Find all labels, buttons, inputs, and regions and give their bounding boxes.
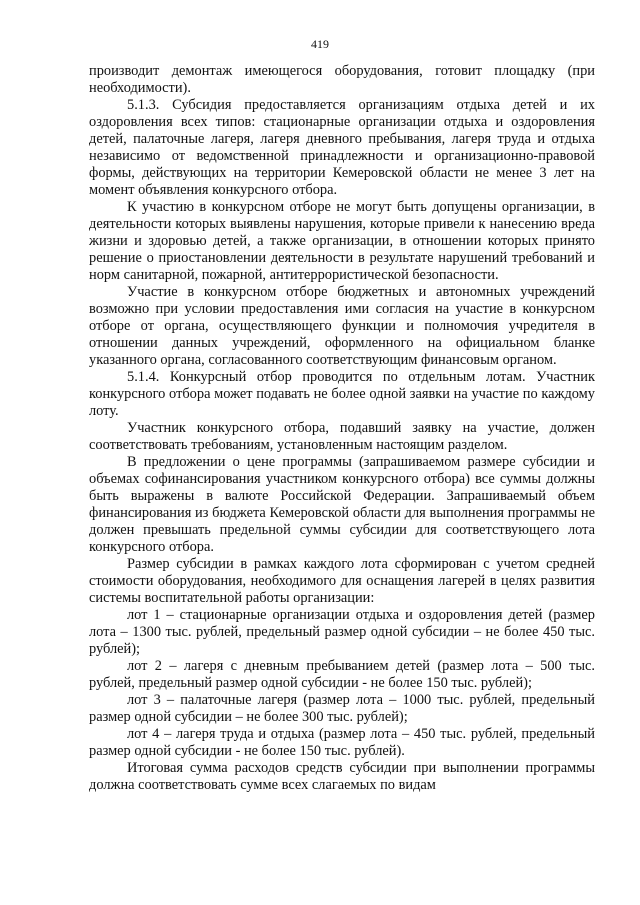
page-number: 419 <box>311 37 329 51</box>
document-body <box>89 63 595 794</box>
paragraph-continuation: производит демонтаж имеющегося оборудования, готовит площадку (при необходимости). <box>89 63 595 96</box>
paragraph-lot-3: лот 3 – палаточные лагеря (размер лота – 1000 тыс. рублей, предельный размер одной субсидии – не более 300 тыс. рублей); <box>89 692 595 725</box>
paragraph-total-expenses: Итоговая сумма расходов средств субсидии при выполнении программы должна соответствовать сумме всех слагаемых по видам <box>89 760 595 793</box>
paragraph-subsidy-size: Размер субсидии в рамках каждого лота сформирован с учетом средней стоимости оборудования, необходимого для оснащения лагерей в целях развития системы воспитательной работы организации: <box>89 556 595 606</box>
paragraph-exclusions: К участию в конкурсном отборе не могут быть допущены организации, в деятельности которых выявлены нарушения, которые привели к нанесению вреда жизни и здоровью детей, а также организации, в отношении которых принято решение о приостановлении деятельности в результате нарушений требований и норм санитарной, пожарной, антитеррористической безопасности. <box>89 199 595 283</box>
paragraph-budget-institutions: Участие в конкурсном отборе бюджетных и автономных учреждений возможно при условии предоставления ими согласия на участие в конкурсном отборе от органа, осуществляющего функции и полномочия учредителя в отношении данных учреждений, оформленного на официальном бланке указанного органа, согласованного соответствующим финансовым органом. <box>89 284 595 368</box>
paragraph-participant-requirements: Участник конкурсного отбора, подавший заявку на участие, должен соответствовать требованиям, установленным настоящим разделом. <box>89 420 595 453</box>
paragraph-price-proposal: В предложении о цене программы (запрашиваемом размере субсидии и объемах софинансирования участником конкурсного отбора) все суммы должны быть выражены в валюте Российской Федерации. Запрашиваемый объем финансирования из бюджета Кемеровской области для выполнения программы не должен превышать предельной суммы субсидии для соответствующего лота конкурсного отбора. <box>89 454 595 555</box>
paragraph-lot-1: лот 1 – стационарные организации отдыха и оздоровления детей (размер лота – 1300 тыс. рублей, предельный размер одной субсидии – не более 450 тыс. рублей); <box>89 607 595 657</box>
paragraph-5-1-4: 5.1.4. Конкурсный отбор проводится по отдельным лотам. Участник конкурсного отбора может подавать не более одной заявки на участие по каждому лоту. <box>89 369 595 419</box>
paragraph-lot-2: лот 2 – лагеря с дневным пребыванием детей (размер лота – 500 тыс. рублей, предельный размер одной субсидии - не более 150 тыс. рублей); <box>89 658 595 691</box>
paragraph-lot-4: лот 4 – лагеря труда и отдыха (размер лота – 450 тыс. рублей, предельный размер одной субсидии - не более 150 тыс. рублей). <box>89 726 595 759</box>
paragraph-5-1-3: 5.1.3. Субсидия предоставляется организациям отдыха детей и их оздоровления всех типов: стационарные организации отдыха и оздоровления детей, палаточные лагеря, лагеря дневного пребывания, лагеря труда и отдыха независимо от ведомственной принадлежности и организационно-правовой формы, действующих на территории Кемеровской области не менее 3 лет на момент объявления конкурсного отбора. <box>89 97 595 198</box>
